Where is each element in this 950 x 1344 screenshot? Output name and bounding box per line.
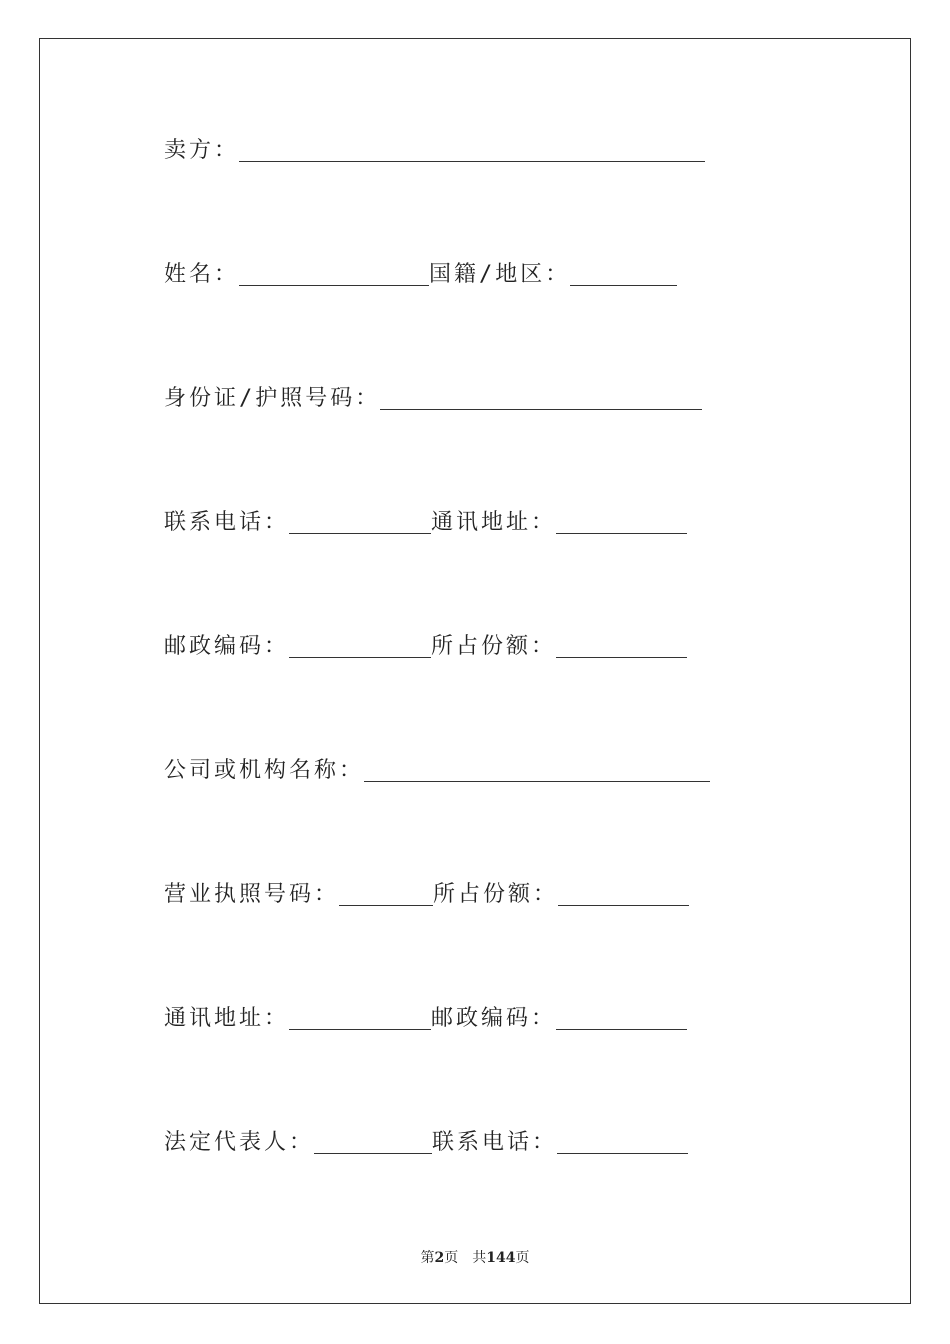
phone-label: 联系电话： [164,510,290,535]
id-label: 身份证/护照号码： [164,386,381,411]
seller-field[interactable] [239,141,705,162]
phone-address-row [164,505,687,537]
id-row [164,381,702,413]
legal-rep-field[interactable] [314,1133,432,1154]
address-label: 通讯地址： [431,510,557,535]
seller-row [164,133,705,165]
page-suffix: 页 [444,1250,459,1266]
postcode-share-row [164,629,687,661]
address-postcode-row [164,1001,687,1033]
nationality-field[interactable] [570,265,677,286]
phone-field[interactable] [289,513,431,534]
company-row [164,753,710,785]
share-field[interactable] [556,637,687,658]
phone-field[interactable] [557,1133,688,1154]
name-nationality-row [164,257,677,289]
license-share-row [164,877,689,909]
id-field[interactable] [380,389,702,410]
page-footer [0,1247,950,1267]
address-field[interactable] [556,513,687,534]
name-label: 姓名： [164,262,240,287]
share-label: 所占份额： [431,634,557,659]
seller-label: 卖方： [164,138,240,163]
company-field[interactable] [364,761,710,782]
page-prefix: 第 [420,1250,435,1266]
license-field[interactable] [339,885,433,906]
total-pages: 144 [486,1250,516,1266]
postcode-field[interactable] [289,637,431,658]
total-suffix: 页 [515,1250,530,1266]
total-prefix: 共 [472,1250,487,1266]
legal-rep-label: 法定代表人： [164,1130,315,1155]
name-field[interactable] [239,265,429,286]
share-label: 所占份额： [433,882,559,907]
company-label: 公司或机构名称： [164,758,365,783]
share-field[interactable] [558,885,689,906]
address-field[interactable] [289,1009,431,1030]
page-number: 2 [434,1250,445,1266]
license-label: 营业执照号码： [164,882,340,907]
legal-rep-phone-row [164,1125,688,1157]
page-frame [39,38,911,1304]
postcode-label: 邮政编码： [164,634,290,659]
phone-label: 联系电话： [432,1130,558,1155]
postcode-label: 邮政编码： [431,1006,557,1031]
address-label: 通讯地址： [164,1006,290,1031]
postcode-field[interactable] [556,1009,687,1030]
nationality-label: 国籍/地区： [429,262,571,287]
